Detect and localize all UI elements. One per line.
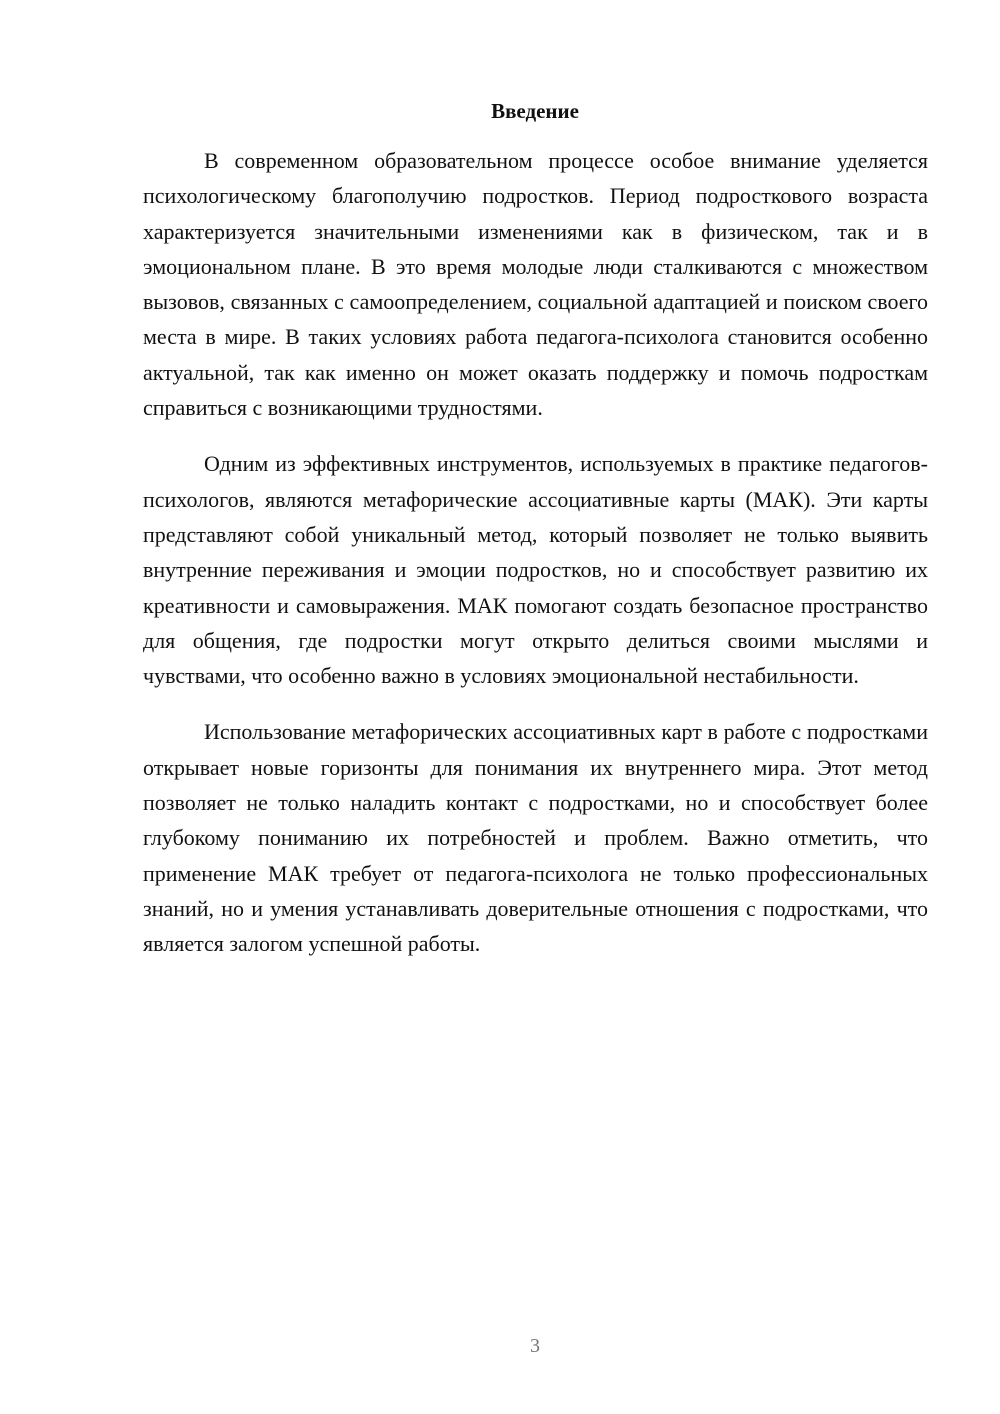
paragraph-3: Использование метафорических ассоциативных карт в работе с подростками открывает новые горизонты для понимания их внутреннего мира. Этот метод позволяет не только наладить контакт с подростками, но и способствует более глубокому пониманию их потребностей и проблем. Важно отметить, что применение МАК требует от педагога-психолога не только профессиональных знаний, но и умения устанавливать доверительные отношения с подростками, что является залогом успешной работы. bbox=[143, 719, 928, 957]
paragraph-2: Одним из эффективных инструментов, используемых в практике педагогов-психологов, являются метафорические ассоциативные карты (МАК). Эти карты представляют собой уникальный метод, который позволяет не только выявить внутренние переживания и эмоции подростков, но и способствует развитию их креативности и самовыражения. МАК помогают создать безопасное пространство для общения, где подростки могут открыто делиться своими мыслями и чувствами, что особенно важно в условиях эмоциональной нестабильности. bbox=[143, 451, 928, 689]
section-title: Введение bbox=[491, 99, 579, 123]
body-text bbox=[143, 143, 928, 983]
page-number: 3 bbox=[530, 1335, 540, 1357]
paragraph-1: В современном образовательном процессе особое внимание уделяется психологическому благополучию подростков. Период подросткового возраста характеризуется значительными изменениями как в физическом, так и в эмоциональном плане. В это время молодые люди сталкиваются с множеством вызовов, связанных с самоопределением, социальной адаптацией и поиском своего места в мире. В таких условиях работа педагога-психолога становится особенно актуальной, так как именно он может оказать поддержку и помочь подросткам справиться с возникающими трудностями. bbox=[143, 148, 928, 421]
